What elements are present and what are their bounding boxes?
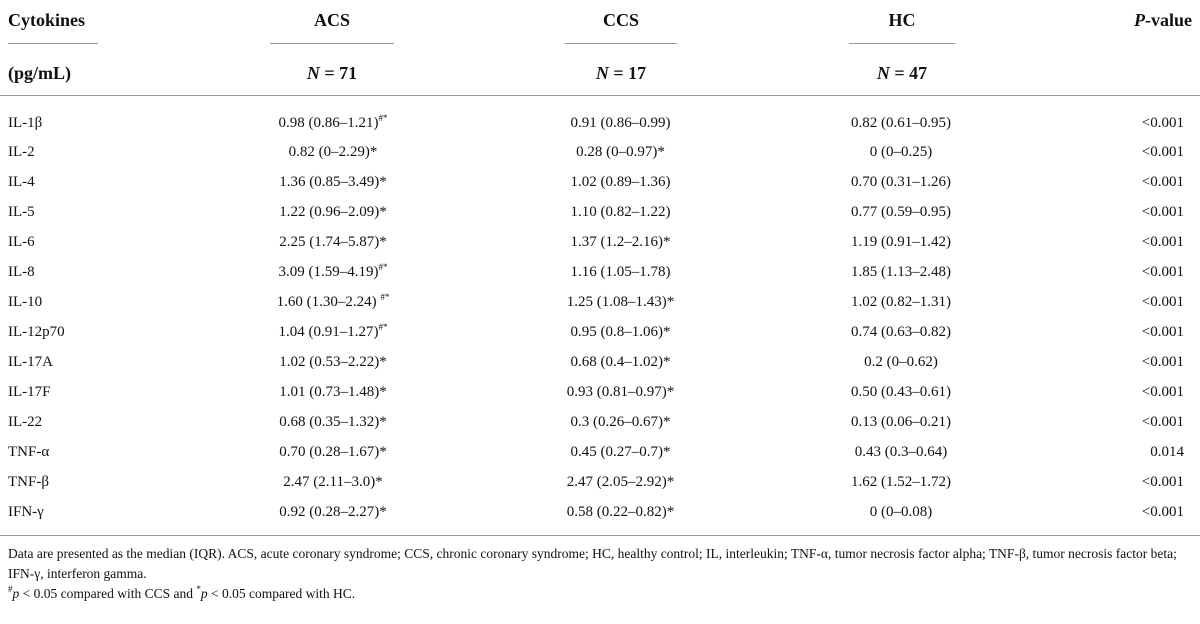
header-acs-n-letter: N <box>306 63 320 83</box>
cytokine-name: IL-17A <box>8 354 53 370</box>
acs-value: 0.70 (0.28–1.67)* <box>279 444 387 460</box>
acs-value <box>192 258 474 287</box>
ccs-value: 0.45 (0.27–0.7)* <box>570 444 671 460</box>
table-row <box>0 498 1200 527</box>
hc-value: 0.50 (0.43–0.61) <box>851 384 951 400</box>
hc-value: 0.13 (0.06–0.21) <box>851 414 951 430</box>
table-row <box>0 138 1200 167</box>
table-row <box>0 348 1200 377</box>
acs-text: 1.60 (1.30–2.24) <box>276 294 381 310</box>
ccs-value: 2.47 (2.05–2.92)* <box>566 474 675 490</box>
table-row <box>0 468 1200 497</box>
acs-value: 2.47 (2.11–3.0)* <box>283 474 383 490</box>
cytokine-name: TNF-α <box>8 444 50 460</box>
p-value: <0.001 <box>1141 174 1184 190</box>
cytokine-name: IL-6 <box>8 234 35 250</box>
table-bottom-rule <box>0 535 1200 536</box>
acs-value: 0.68 (0.35–1.32)* <box>279 414 387 430</box>
acs-value: 1.36 (0.85–3.49)* <box>279 174 387 190</box>
acs-value <box>192 318 474 347</box>
table-row <box>0 438 1200 467</box>
acs-significance-mark: #* <box>378 322 388 332</box>
acs-value: 1.22 (0.96–2.09)* <box>279 204 387 220</box>
p-symbol: p <box>12 586 20 601</box>
header-p-value <box>1112 9 1192 31</box>
table-row <box>0 378 1200 407</box>
header-acs-n-value: = 71 <box>319 63 358 83</box>
hc-value: 0.77 (0.59–0.95) <box>851 204 951 220</box>
table-row <box>0 318 1200 347</box>
ccs-value: 1.16 (1.05–1.78) <box>570 264 671 280</box>
hc-value: 0.43 (0.3–0.64) <box>854 444 948 460</box>
header-hc-n-value: = 47 <box>889 63 928 83</box>
ccs-value: 0.95 (0.8–1.06)* <box>570 324 671 340</box>
table-row <box>0 288 1200 317</box>
table-row <box>0 258 1200 287</box>
cytokine-name: IL-8 <box>8 264 35 280</box>
ccs-value: 0.3 (0.26–0.67)* <box>570 414 671 430</box>
acs-value <box>192 109 474 138</box>
hc-value: 0.74 (0.63–0.82) <box>851 324 951 340</box>
cytokine-name: IL-10 <box>8 294 43 310</box>
ccs-value: 1.37 (1.2–2.16)* <box>570 234 671 250</box>
cytokine-name: IL-5 <box>8 204 35 220</box>
acs-text: 0.98 (0.86–1.21) <box>278 115 379 131</box>
header-cytokines: Cytokines <box>8 10 86 30</box>
star-mark: * <box>196 584 201 594</box>
acs-significance-mark: #* <box>380 292 390 302</box>
ccs-value: 1.10 (0.82–1.22) <box>570 204 671 220</box>
hc-value: 0 (0–0.25) <box>869 144 933 160</box>
hc-value: 1.02 (0.82–1.31) <box>851 294 951 310</box>
table-footnotes <box>8 544 1194 604</box>
ccs-value: 0.93 (0.81–0.97)* <box>566 384 675 400</box>
header-hc-n <box>849 62 955 84</box>
header-p-italic: P <box>1134 10 1145 30</box>
footnote-mid: < 0.05 compared with CCS and <box>19 586 197 601</box>
p-symbol: p <box>200 586 208 601</box>
ccs-value: 0.28 (0–0.97)* <box>576 144 665 160</box>
header-units: (pg/mL) <box>8 63 71 83</box>
cytokine-name: TNF-β <box>8 474 49 490</box>
ccs-value: 1.02 (0.89–1.36) <box>570 174 671 190</box>
table-row <box>0 228 1200 257</box>
hc-value: 1.62 (1.52–1.72) <box>851 474 951 490</box>
header-hc-n-letter: N <box>876 63 890 83</box>
table-row <box>0 168 1200 197</box>
header-acs-n <box>270 62 394 84</box>
p-value: <0.001 <box>1141 264 1184 280</box>
acs-value: 0.82 (0–2.29)* <box>288 144 378 160</box>
acs-text: 1.04 (0.91–1.27) <box>278 324 379 340</box>
header-ccs-n <box>565 62 677 84</box>
cytokine-name: IL-17F <box>8 384 51 400</box>
cytokine-name: IFN-γ <box>8 504 44 520</box>
acs-significance-mark: #* <box>378 113 388 123</box>
p-value: 0.014 <box>1150 444 1184 460</box>
ccs-value: 0.58 (0.22–0.82)* <box>566 504 675 520</box>
header-ccs-n-value: = 17 <box>608 63 647 83</box>
acs-text: 3.09 (1.59–4.19) <box>278 264 379 280</box>
header-bottom-rule <box>0 95 1200 96</box>
footnote-significance <box>8 584 1194 604</box>
header-rule-cytokines <box>8 43 98 44</box>
p-value: <0.001 <box>1141 474 1184 490</box>
header-rule-ccs <box>565 43 677 44</box>
hash-mark: # <box>8 584 13 594</box>
hc-value: 0.82 (0.61–0.95) <box>851 115 951 131</box>
acs-significance-mark: #* <box>378 262 388 272</box>
p-value: <0.001 <box>1141 294 1184 310</box>
cytokine-name: IL-2 <box>8 144 35 160</box>
cytokine-name: IL-1β <box>8 115 43 131</box>
p-value: <0.001 <box>1141 204 1184 220</box>
acs-value: 1.02 (0.53–2.22)* <box>279 354 387 370</box>
header-hc: HC <box>888 10 916 30</box>
ccs-value: 0.68 (0.4–1.02)* <box>570 354 671 370</box>
acs-value: 0.92 (0.28–2.27)* <box>279 504 387 520</box>
table-row <box>0 109 1200 138</box>
p-value: <0.001 <box>1141 414 1184 430</box>
ccs-value: 1.25 (1.08–1.43)* <box>566 294 675 310</box>
acs-value: 2.25 (1.74–5.87)* <box>279 234 387 250</box>
cytokine-name: IL-4 <box>8 174 35 190</box>
hc-value: 1.85 (1.13–2.48) <box>851 264 951 280</box>
header-rule-hc <box>849 43 955 44</box>
footnote-abbreviations: Data are presented as the median (IQR). ACS, acute coronary syndrome; CCS, chronic coronary syndrome; HC, healthy control; IL, interleukin; TNF-α, tumor necrosis factor alpha; TNF-β, tumor necrosis factor beta; IFN-γ, interferon gamma. <box>8 546 1177 581</box>
p-value: <0.001 <box>1141 354 1184 370</box>
acs-value: 1.01 (0.73–1.48)* <box>279 384 387 400</box>
header-p-rest: -value <box>1145 10 1192 30</box>
hc-value: 0.70 (0.31–1.26) <box>851 174 951 190</box>
cytokine-name: IL-12p70 <box>8 324 65 340</box>
p-value: <0.001 <box>1141 115 1184 131</box>
footnote-end: < 0.05 compared with HC. <box>207 586 356 601</box>
header-ccs: CCS <box>602 10 639 30</box>
table-row <box>0 198 1200 227</box>
hc-value: 1.19 (0.91–1.42) <box>851 234 951 250</box>
hc-value: 0 (0–0.08) <box>869 504 933 520</box>
cytokine-name: IL-22 <box>8 414 43 430</box>
acs-value <box>192 288 474 317</box>
p-value: <0.001 <box>1141 324 1184 340</box>
header-rule-acs <box>270 43 394 44</box>
p-value: <0.001 <box>1141 234 1184 250</box>
table-row <box>0 408 1200 437</box>
ccs-value: 0.91 (0.86–0.99) <box>570 115 671 131</box>
p-value: <0.001 <box>1141 144 1184 160</box>
hc-value: 0.2 (0–0.62) <box>864 354 938 370</box>
header-ccs-n-letter: N <box>595 63 609 83</box>
p-value: <0.001 <box>1141 504 1184 520</box>
header-acs: ACS <box>313 10 350 30</box>
p-value: <0.001 <box>1141 384 1184 400</box>
